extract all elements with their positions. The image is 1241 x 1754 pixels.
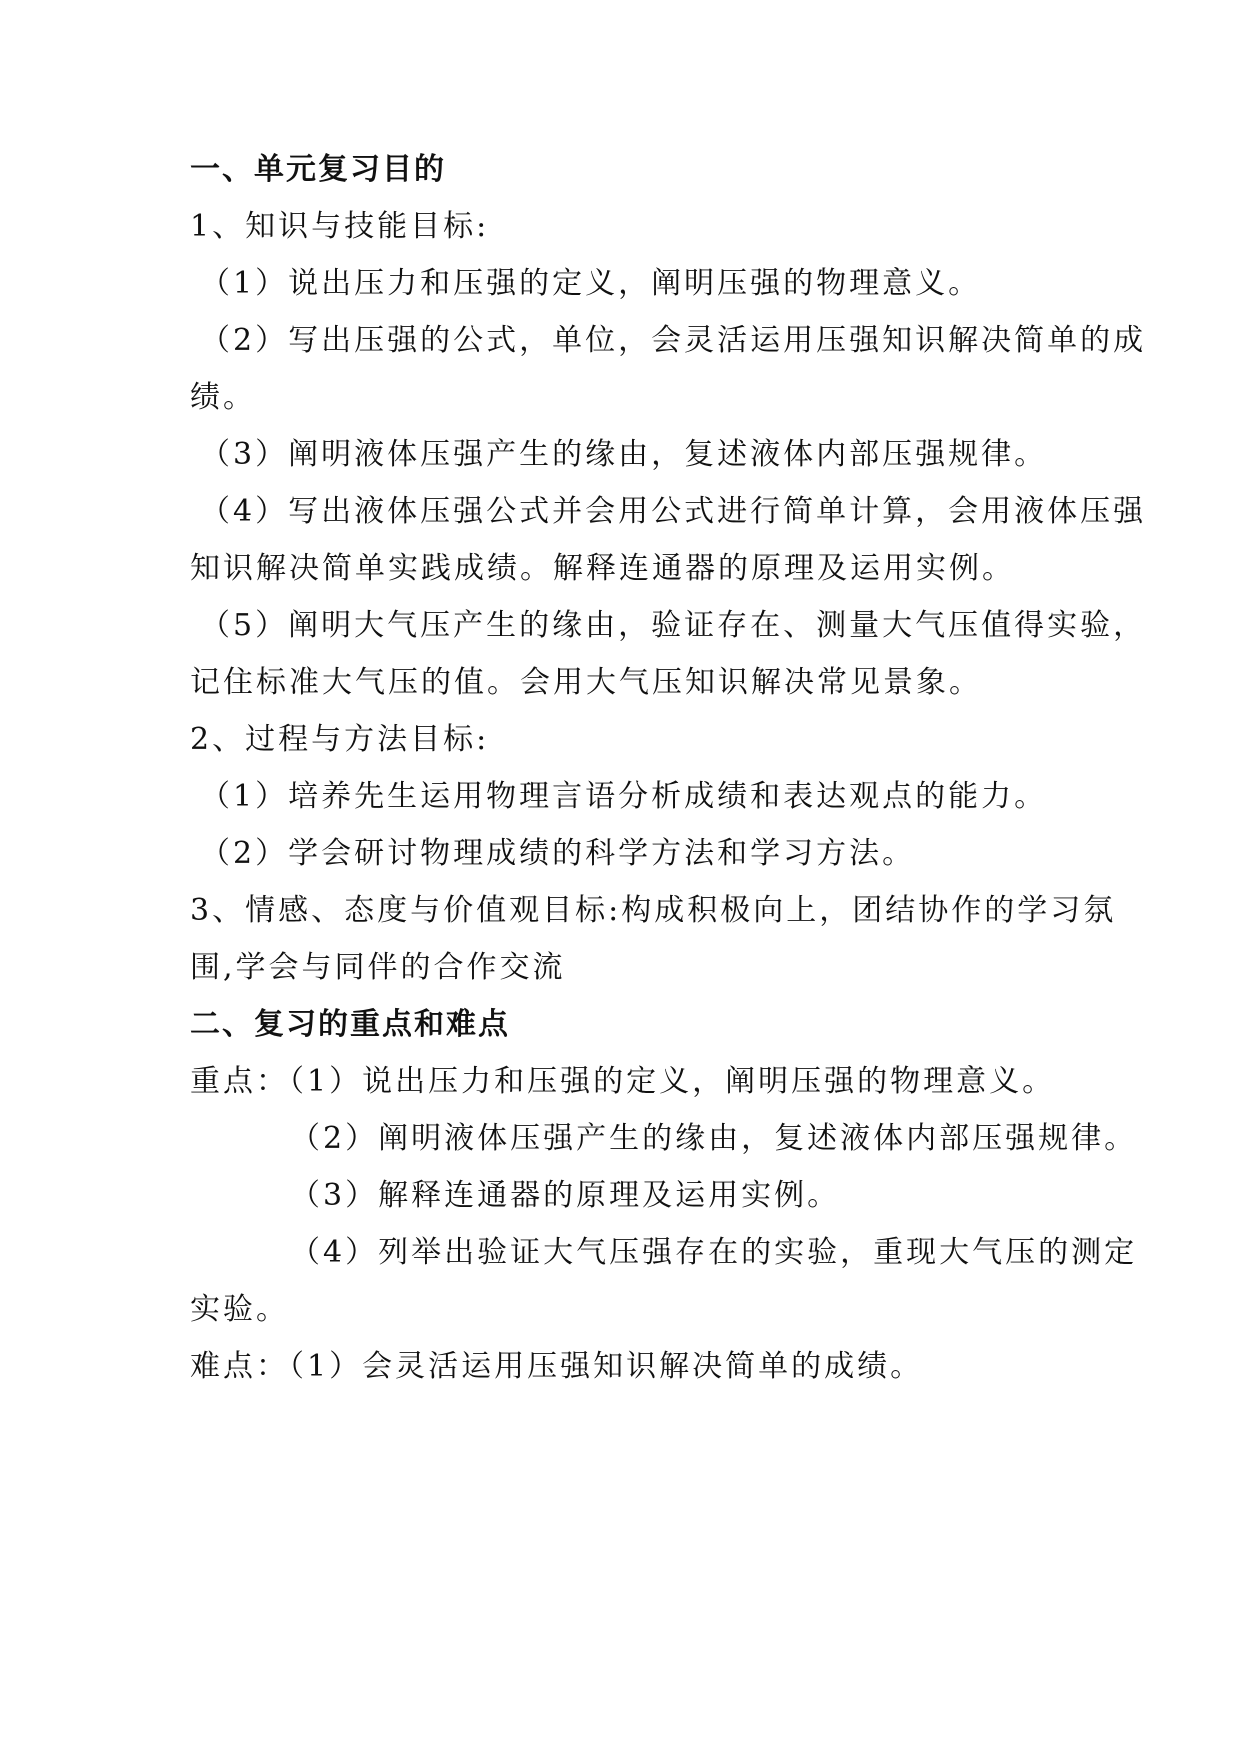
- emotion-values-goals: 3、情感、态度与价值观目标:构成积极向上，团结协作的学习氛: [190, 893, 1117, 928]
- goal-item-4-cont: 知识解决简单实践成绩。解释连通器的原理及运用实例。: [190, 551, 1015, 586]
- section-heading-1: 一、单元复习目的: [190, 152, 446, 187]
- key-point-4: （4）列举出验证大气压强存在的实验，重现大气压的测定: [290, 1235, 1138, 1270]
- goal-item-5-cont: 记住标准大气压的值。会用大气压知识解决常见景象。: [190, 665, 982, 700]
- goal-item-4: （4）写出液体压强公式并会用公式进行简单计算，会用液体压强: [200, 494, 1147, 529]
- key-point-4-cont: 实验。: [190, 1292, 289, 1327]
- process-item-1: （1）培养先生运用物理言语分析成绩和表达观点的能力。: [200, 779, 1048, 814]
- process-method-goals-title: 2、过程与方法目标:: [190, 722, 490, 757]
- key-point-2: （2）阐明液体压强产生的缘由，复述液体内部压强规律。: [290, 1121, 1138, 1156]
- process-item-2: （2）学会研讨物理成绩的科学方法和学习方法。: [200, 836, 916, 871]
- key-point-3: （3）解释连通器的原理及运用实例。: [290, 1178, 841, 1213]
- goal-item-1: （1）说出压力和压强的定义，阐明压强的物理意义。: [200, 266, 982, 301]
- goal-item-2-cont: 绩。: [190, 380, 256, 415]
- knowledge-skill-goals-title: 1、知识与技能目标:: [190, 209, 490, 244]
- goal-item-3: （3）阐明液体压强产生的缘由，复述液体内部压强规律。: [200, 437, 1048, 472]
- emotion-values-goals-cont: 围,学会与同伴的合作交流: [190, 950, 566, 985]
- goal-item-5: （5）阐明大气压产生的缘由，验证存在、测量大气压值得实验，: [200, 608, 1147, 643]
- difficult-point-1: 难点：（1）会灵活运用压强知识解决简单的成绩。: [190, 1349, 924, 1384]
- key-point-1: 重点：（1）说出压力和压强的定义，阐明压强的物理意义。: [190, 1064, 1056, 1099]
- goal-item-2: （2）写出压强的公式，单位，会灵活运用压强知识解决简单的成: [200, 323, 1147, 358]
- section-heading-2: 二、复习的重点和难点: [190, 1007, 510, 1042]
